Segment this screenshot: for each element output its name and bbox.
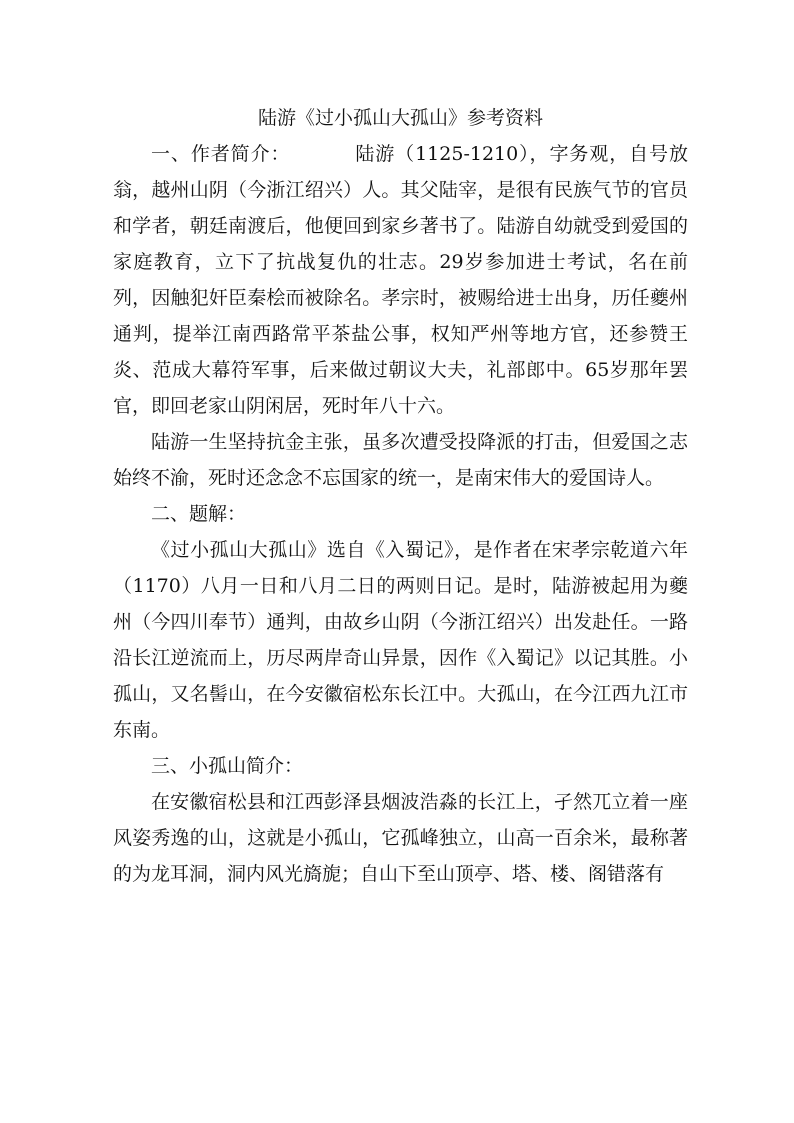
title-explanation-heading: 二、题解： <box>151 503 247 525</box>
xiaogushan-paragraph: 在安徽宿松县和江西彭泽县烟波浩淼的长江上，孑然兀立着一座风姿秀逸的山，这就是小孤山，它孤峰独立，山高一百余米，最称著的为龙耳洞，洞内风光旖旎；自山下至山顶亭、塔、楼、阁错落有 <box>113 791 688 885</box>
author-intro-paragraph <box>113 136 688 424</box>
author-intro-text: 陆游（1125-1210），字务观，自号放翁，越州山阴（今浙江绍兴）人。其父陆宰，是很有民族气节的官员和学者，朝廷南渡后，他便回到家乡著书了。陆游自幼就受到爱国的家庭教育，立下了抗战复仇的壮志。29岁参加进士考试，名在前列，因触犯奸臣秦桧而被除名。孝宗时，被赐给进士出身，历任夔州通判，提举江南西路常平茶盐公事，权知严州等地方官，还参赞王炎、范成大幕符军事，后来做过朝议大夫，礼部郎中。65岁那年罢官，即回老家山阴闲居，死时年八十六。 <box>113 143 688 417</box>
author-patriotism-paragraph: 陆游一生坚持抗金主张，虽多次遭受投降派的打击，但爱国之志始终不渝，死时还念念不忘国家的统一，是南宋伟大的爱国诗人。 <box>113 431 688 489</box>
title-explanation-paragraph: 《过小孤山大孤山》选自《入蜀记》，是作者在宋孝宗乾道六年（1170）八月一日和八月二日的两则日记。是时，陆游被起用为夔州（今四川奉节）通判，由故乡山阴（今浙江绍兴）出发赴任。一路沿长江逆流而上，历尽两岸奇山异景，因作《入蜀记》以记其胜。小孤山，又名髻山，在今安徽宿松东长江中。大孤山，在今江西九江市东南。 <box>113 539 688 741</box>
author-intro-heading: 一、作者简介： <box>151 143 291 165</box>
document-title: 陆游《过小孤山大孤山》参考资料 <box>257 107 543 129</box>
document-body <box>113 100 688 892</box>
xiaogushan-heading: 三、小孤山简介： <box>151 755 304 777</box>
